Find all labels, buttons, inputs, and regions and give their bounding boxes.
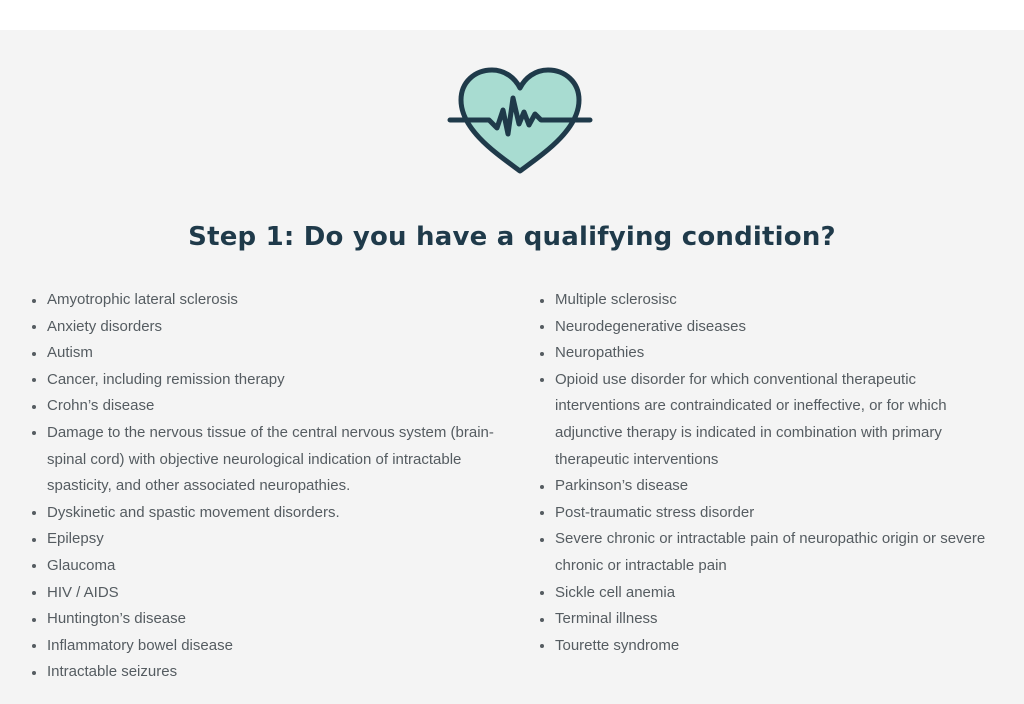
heart-pulse-icon: [447, 62, 593, 178]
list-item: Epilepsy: [30, 526, 500, 553]
list-item: Terminal illness: [538, 606, 998, 633]
list-item: Opioid use disorder for which conventional therapeutic interventions are contraindicated or ineffective, or for which adjunctive therapy is indicated in combination with primary therapeutic interventions: [538, 367, 998, 473]
list-item: Parkinson’s disease: [538, 473, 998, 500]
conditions-list-right: [538, 287, 998, 659]
list-item: HIV / AIDS: [30, 580, 500, 607]
list-item: Neuropathies: [538, 340, 998, 367]
list-item: Inflammatory bowel disease: [30, 633, 500, 660]
list-item: Damage to the nervous tissue of the central nervous system (brain-spinal cord) with objective neurological indication of intractable spasticity, and other associated neuropathies.: [30, 420, 500, 500]
conditions-list-left: [30, 287, 500, 686]
list-item: Glaucoma: [30, 553, 500, 580]
list-item: Sickle cell anemia: [538, 580, 998, 607]
list-item: Severe chronic or intractable pain of neuropathic origin or severe chronic or intractable pain: [538, 526, 998, 579]
list-item: Post-traumatic stress disorder: [538, 500, 998, 527]
list-item: Amyotrophic lateral sclerosis: [30, 287, 500, 314]
list-item: Autism: [30, 340, 500, 367]
list-item: Multiple sclerosisc: [538, 287, 998, 314]
list-item: Anxiety disorders: [30, 314, 500, 341]
top-bar: [0, 0, 1024, 30]
list-item: Crohn’s disease: [30, 393, 500, 420]
list-item: Tourette syndrome: [538, 633, 998, 660]
section-heading: Step 1: Do you have a qualifying condition?: [188, 222, 836, 252]
list-item: Dyskinetic and spastic movement disorders.: [30, 500, 500, 527]
list-item: Huntington’s disease: [30, 606, 500, 633]
list-item: Neurodegenerative diseases: [538, 314, 998, 341]
list-item: Intractable seizures: [30, 659, 500, 686]
list-item: Cancer, including remission therapy: [30, 367, 500, 394]
